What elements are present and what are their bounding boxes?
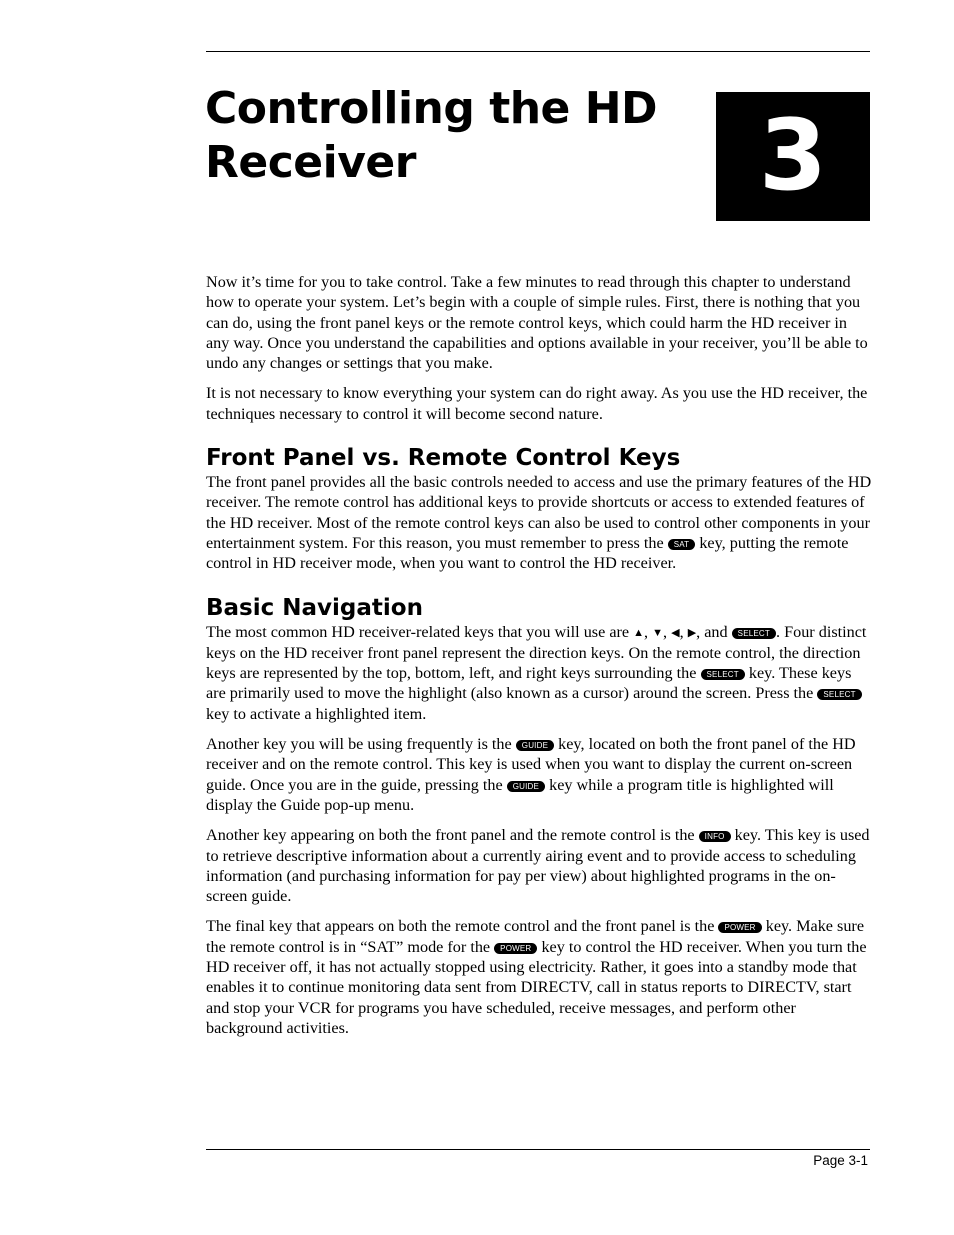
bottom-rule xyxy=(206,1149,870,1150)
left-arrow-icon: ◀ xyxy=(671,626,680,639)
chapter-title-line-2: Receiver xyxy=(205,137,416,188)
up-arrow-icon: ▲ xyxy=(633,626,645,639)
basic-nav-paragraph-3: Another key appearing on both the front panel and the remote control is the INFO key. This key is used to retrieve descriptive information about a currently airing event and to provide access to scheduling information (and purchasing information for pay per view) about highlighted programs in the on-screen guide. xyxy=(206,826,870,906)
right-arrow-icon: ▶ xyxy=(687,626,697,639)
power-key-icon: POWER xyxy=(718,922,761,933)
page-number: Page 3-1 xyxy=(813,1153,868,1168)
front-panel-paragraph: The front panel provides all the basic controls needed to access and use the primary features of the HD receiver. The remote control has additional keys to provide shortcuts or access to extended features of the HD receiver. Most of the remote control keys can also be used to control other components in your entertainment system. For this reason, you must remember to press the SAT key, putting the remote control in HD receiver mode, when you want to control the HD receiver. xyxy=(206,473,872,573)
basic-nav-paragraph-4: The final key that appears on both the remote control and the front panel is the POWER key. Make sure the remote control is in “SAT” mode for the POWER key to control the HD receiver. When you turn the HD receiver off, it has not actually stopped using electricity. Rather, it goes into a standby mode that enables it to continue monitoring data sent from DIRECTV, call in status reports to DIRECTV, start and stop your VCR for programs you have scheduled, receive messages, and perform other background activities. xyxy=(206,917,867,1037)
chapter-title-line-1: Controlling the HD xyxy=(205,83,658,134)
basic-nav-paragraph-1: The most common HD receiver-related keys that you will use are ▲, ▼, ◀, ▶, and SELECT . Four distinct keys on the HD receiver front panel represent the direction keys. On the remote control, the direction keys are represented by the top, bottom, left, and right keys surrounding the SELECT key. These keys are primarily used to move the highlight (also known as a cursor) around the screen. Press the SELECT key to activate a highlighted item. xyxy=(206,622,867,723)
sat-key-icon: SAT xyxy=(668,539,696,550)
chapter-title xyxy=(205,82,705,190)
intro-paragraph-2: It is not necessary to know everything your system can do right away. As you use the HD receiver, the techniques necessary to control it will become second nature. xyxy=(206,384,868,423)
body-content xyxy=(206,272,872,1048)
select-key-icon: SELECT xyxy=(817,689,861,700)
chapter-number-box xyxy=(716,92,870,221)
down-arrow-icon: ▼ xyxy=(652,626,664,639)
info-key-icon: INFO xyxy=(699,831,731,842)
guide-key-icon: GUIDE xyxy=(516,740,554,751)
guide-key-icon: GUIDE xyxy=(507,781,545,792)
basic-nav-paragraph-2: Another key you will be using frequently is the GUIDE key, located on both the front panel of the HD receiver and on the remote control. This key is used when you want to display the current on-screen guide. Once you are in the guide, pressing the GUIDE key while a program title is highlighted will display the Guide pop-up menu. xyxy=(206,735,856,814)
section-heading-basic-navigation: Basic Navigation xyxy=(206,594,423,621)
select-key-icon: SELECT xyxy=(701,669,745,680)
power-key-icon: POWER xyxy=(494,943,537,954)
select-key-icon: SELECT xyxy=(732,628,776,639)
section-heading-front-panel: Front Panel vs. Remote Control Keys xyxy=(206,445,681,472)
top-rule xyxy=(206,51,870,52)
chapter-number: 3 xyxy=(758,99,828,213)
intro-paragraph-1: Now it’s time for you to take control. Take a few minutes to read through this chapter to understand how to operate your system. Let’s begin with a couple of simple rules. First, there is nothing that you can do, using the front panel keys or the remote control keys, which could harm the HD receiver in any way. Once you understand the capabilities and options available in your receiver, you’ll be able to undo any changes or settings that you make. xyxy=(206,273,868,373)
